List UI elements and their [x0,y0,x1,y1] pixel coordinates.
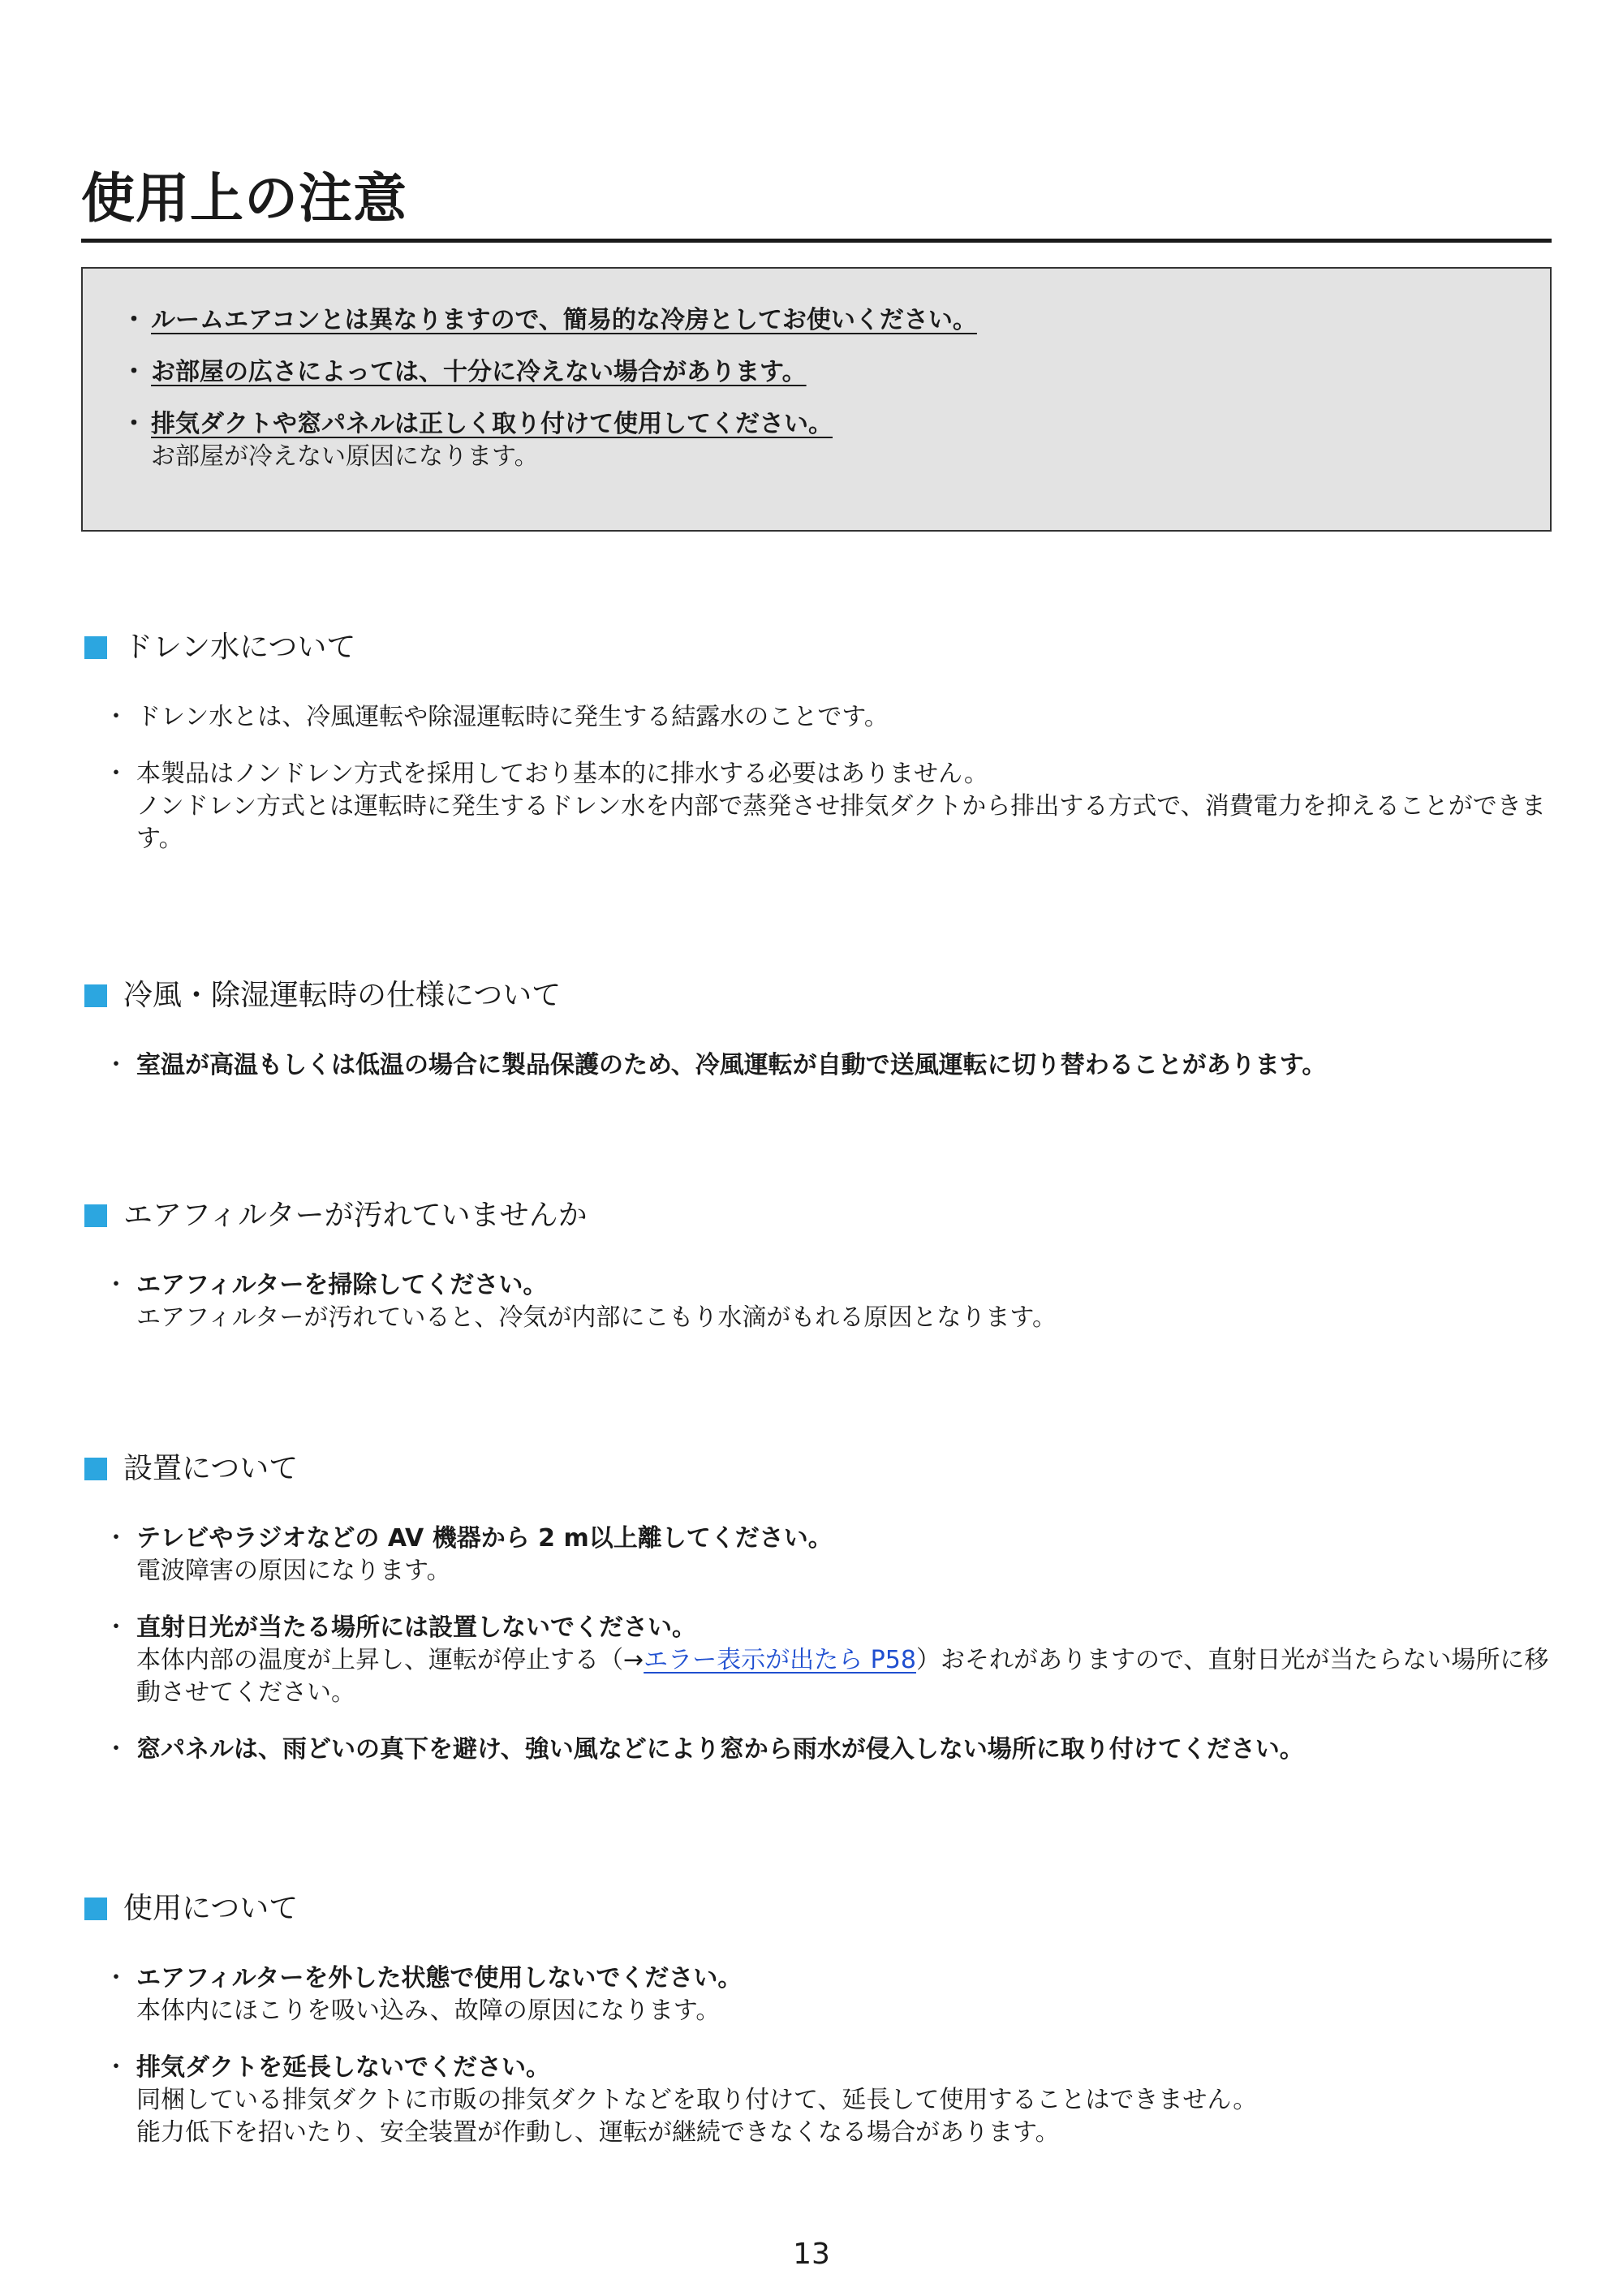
caution-item [122,304,1509,337]
section-list [84,1962,1552,2149]
caution-item [122,408,1509,473]
section-heading-text: エアフィルターが汚れていませんか [123,1199,588,1232]
list-item [84,1612,1552,1709]
list-item [84,1049,1552,1082]
list-item [84,1734,1552,1766]
square-bullet-icon [84,636,107,659]
item-text: 直射日光が当たる場所には設置しないでください。 [136,1613,696,1642]
section-operation-spec [84,976,1552,1106]
bullet: ・ [104,1051,128,1079]
item-subtext: 能力低下を招いたり、安全装置が作動し、運転が継続できなくなる場合があります。 [136,2118,1060,2147]
section-list [84,1049,1552,1082]
caution-text: お部屋の広さによっては、十分に冷えない場合があります。 [151,358,807,386]
item-subtext: 本体内にほこりを吸い込み、故障の原因になります。 [136,1997,721,2025]
section-heading-text: 冷風・除湿運転時の仕様について [123,979,562,1012]
list-item [84,758,1552,855]
bullet: ・ [122,410,146,438]
list-item [84,2052,1552,2149]
list-item [84,1523,1552,1587]
bullet: ・ [104,1613,128,1642]
square-bullet-icon [84,1458,107,1480]
section-heading [84,1196,1552,1235]
bullet: ・ [104,1524,128,1553]
list-item [84,701,1552,734]
item-text: エアフィルターを掃除してください。 [136,1271,548,1299]
item-subtext: エアフィルターが汚れていると、冷気が内部にこもり水滴がもれる原因となります。 [136,1303,1057,1332]
item-text: 本製品はノンドレン方式を採用しており基本的に排水する必要はありません。 [136,760,988,788]
bullet: ・ [122,306,146,334]
square-bullet-icon [84,1898,107,1920]
item-subtext: 電波障害の原因になります。 [136,1557,451,1585]
caution-text: 排気ダクトや窓パネルは正しく取り付けて使用してください。 [151,410,833,438]
caution-subtext: お部屋が冷えない原因になります。 [151,442,539,471]
page-title: 使用上の注意 [81,162,1552,243]
section-usage [84,1889,1552,2173]
section-heading [84,628,1552,667]
section-installation [84,1450,1552,1790]
error-display-page-link[interactable]: エラー表示が出たら P58 [644,1646,916,1674]
bullet: ・ [122,358,146,386]
page-number: 13 [793,2238,830,2271]
bullet: ・ [104,703,128,731]
item-text: 排気ダクトを延長しないでください。 [136,2053,550,2082]
section-heading [84,1450,1552,1488]
list-item [84,1269,1552,1334]
item-subtext-after: ）おそれがありますので、直射日光が当たらない場所に移動させてください。 [136,1646,1549,1707]
section-heading [84,1889,1552,1928]
item-subtext [136,1644,1552,1709]
item-text: エアフィルターを外した状態で使用しないでください。 [136,1964,743,1992]
list-item [84,1962,1552,2027]
bullet: ・ [104,1964,128,1992]
bullet: ・ [104,1735,128,1764]
section-list [84,701,1552,855]
section-drain-water [84,628,1552,880]
item-subtext-before: 本体内部の温度が上昇し、運転が停止する（→ [136,1646,644,1674]
square-bullet-icon [84,984,107,1007]
section-air-filter [84,1196,1552,1359]
section-heading-text: 使用について [123,1892,299,1925]
section-heading-text: ドレン水について [123,631,356,664]
item-subtext: 同梱している排気ダクトに市販の排気ダクトなどを取り付けて、延長して使用することはできません。 [136,2086,1258,2114]
section-heading-text: 設置について [123,1452,299,1485]
bullet: ・ [104,760,128,788]
item-text: テレビやラジオなどの AV 機器から 2 m以上離してください。 [136,1524,833,1553]
caution-text: ルームエアコンとは異なりますので、簡易的な冷房としてお使いください。 [151,306,977,334]
section-list [84,1523,1552,1766]
item-text: 室温が高温もしくは低温の場合に製品保護のため、冷風運転が自動で送風運転に切り替わることがあります。 [136,1051,1327,1079]
bullet: ・ [104,2053,128,2082]
bullet: ・ [104,1271,128,1299]
section-heading [84,976,1552,1015]
square-bullet-icon [84,1204,107,1227]
caution-box [81,267,1552,532]
item-subtext: ノンドレン方式とは運転時に発生するドレン水を内部で蒸発させ排気ダクトから排出する方式で、消費電力を抑えることができます。 [136,792,1546,853]
caution-item [122,356,1509,389]
section-list [84,1269,1552,1334]
item-text: ドレン水とは、冷風運転や除湿運転時に発生する結露水のことです。 [136,703,889,731]
item-text: 窓パネルは、雨どいの真下を避け、強い風などにより窓から雨水が侵入しない場所に取り付けてください。 [136,1735,1304,1764]
